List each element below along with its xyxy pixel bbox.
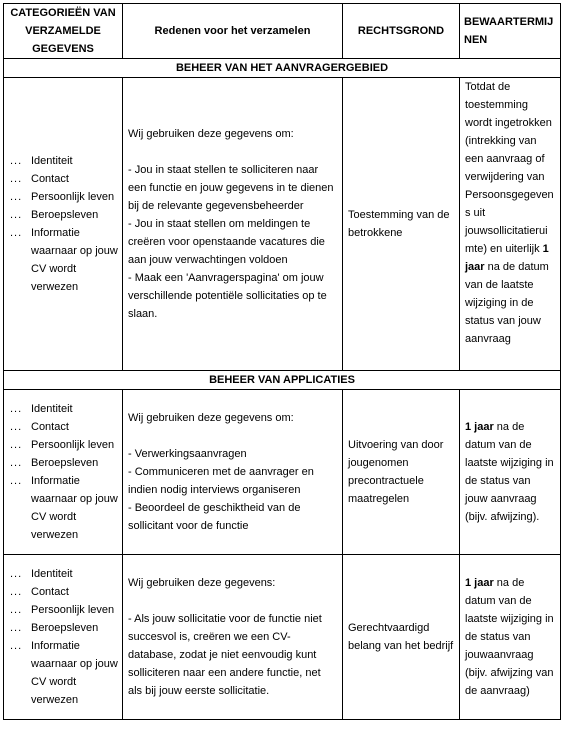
category-item: ... Persoonlijk leven [8, 601, 122, 619]
section-title-applicant-area: BEHEER VAN HET AANVRAGERGEBIED [4, 59, 561, 78]
header-legal-basis: RECHTSGROND [343, 4, 460, 59]
header-categories: CATEGORIEËN VAN VERZAMELDE GEGEVENS [4, 4, 123, 59]
header-row [4, 4, 561, 59]
reason-intro: Wij gebruiken deze gegevens om: [128, 412, 294, 424]
reasons-cell [123, 78, 343, 371]
header-reasons: Redenen voor het verzamelen [123, 4, 343, 59]
retention-bold: 1 jaar [465, 421, 494, 433]
retention-cell [460, 78, 561, 371]
reasons-cell [123, 555, 343, 720]
reason-intro: Wij gebruiken deze gegevens om: [128, 128, 294, 140]
table-row [4, 390, 561, 555]
retention-cell [460, 390, 561, 555]
legal-basis-cell: Toestemming van de betrokkene [343, 78, 460, 371]
category-item: ... Beroepsleven [8, 619, 122, 637]
reason-item: - Jou in staat stellen om meldingen te creëren voor openstaande vacatures die aan jouw verwachtingen voldoen [128, 218, 325, 266]
category-item: ... Beroepsleven [8, 454, 122, 472]
table-row [4, 78, 561, 371]
category-item: ... Identiteit [8, 565, 122, 583]
legal-basis-cell: Gerechtvaardigd belang van het bedrijf [343, 555, 460, 720]
reason-intro: Wij gebruiken deze gegevens: [128, 577, 276, 589]
section-header-row [4, 371, 561, 390]
category-item: ... Persoonlijk leven [8, 436, 122, 454]
category-item: ... Beroepsleven [8, 206, 122, 224]
category-item: ... Informatie waarnaar op jouw CV wordt verwezen [8, 224, 122, 296]
category-item: ... Persoonlijk leven [8, 188, 122, 206]
section-title-applications: BEHEER VAN APPLICATIES [4, 371, 561, 390]
categories-cell [4, 555, 123, 720]
categories-cell [4, 78, 123, 371]
category-item: ... Identiteit [8, 152, 122, 170]
retention-text-post: na de datum van de laatste wijziging in de status van jouw aanvraag [465, 261, 549, 345]
reason-item: - Beoordeel de geschiktheid van de sollicitant voor de functie [128, 502, 301, 532]
category-item: ... Contact [8, 418, 122, 436]
reason-item: - Als jouw sollicitatie voor de functie niet succesvol is, creëren we een CV-database, zodat je niet eenvoudig kunt solliciteren naar een andere functie, net als bij jouw eerste sollicitatie. [128, 613, 322, 697]
category-item: ... Informatie waarnaar op jouw CV wordt verwezen [8, 637, 122, 709]
categories-cell [4, 390, 123, 555]
category-item: ... Informatie waarnaar op jouw CV wordt verwezen [8, 472, 122, 544]
reason-item: - Maak een 'Aanvragerspagina' om jouw verschillende potentiële sollicitaties op te slaan. [128, 272, 327, 320]
reasons-cell [123, 390, 343, 555]
section-header-row [4, 59, 561, 78]
reason-item: - Verwerkingsaanvragen [128, 448, 247, 460]
retention-text-pre: Totdat de toestemming wordt ingetrokken (intrekking van een aanvraag of verwijdering van Persoonsgegevens uit jouwsollicitatieruimte) en uiterlijk [465, 81, 554, 255]
retention-text-post: na de datum van de laatste wijziging in de status van jouwaanvraag (bijv. afwijzing van de aanvraag) [465, 577, 554, 697]
category-item: ... Contact [8, 170, 122, 188]
header-retention-label: BEWAARTERMIJNEN [464, 16, 554, 46]
data-retention-table [3, 3, 561, 720]
table-row [4, 555, 561, 720]
header-retention [460, 4, 561, 59]
category-item: ... Identiteit [8, 400, 122, 418]
reason-item: - Jou in staat stellen te solliciteren naar een functie en jouw gegevens in te dienen bij de relevante gegevensbeheerder [128, 164, 334, 212]
reason-item: - Communiceren met de aanvrager en indien nodig interviews organiseren [128, 466, 314, 496]
retention-text-post: na de datum van de laatste wijziging in de status van jouw aanvraag (bijv. afwijzing). [465, 421, 554, 523]
retention-bold: 1 jaar [465, 577, 494, 589]
legal-basis-cell: Uitvoering van door jougenomen precontractuele maatregelen [343, 390, 460, 555]
category-item: ... Contact [8, 583, 122, 601]
retention-cell [460, 555, 561, 720]
retention-bold: 1 jaar [465, 243, 549, 273]
